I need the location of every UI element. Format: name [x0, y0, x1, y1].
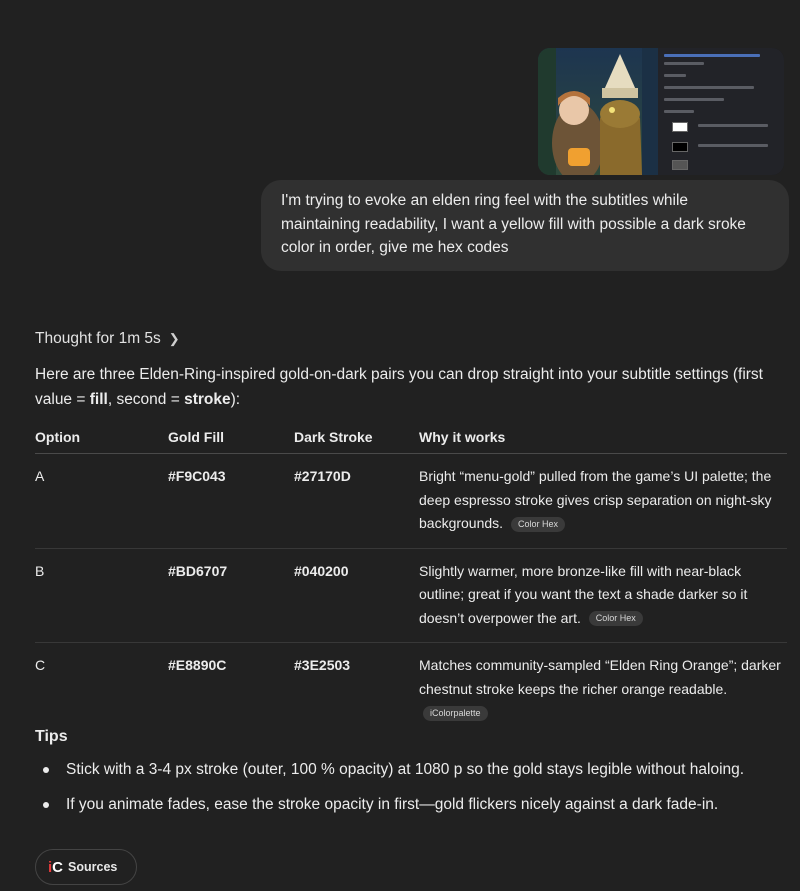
anime-art-thumbnail	[538, 48, 658, 175]
intro-text-2: , second =	[107, 391, 185, 408]
bullet-icon	[43, 802, 49, 808]
tip-text: If you animate fades, ease the stroke opacity in first—gold flickers nicely against a dark fade-in.	[66, 796, 719, 813]
table-header-row	[35, 424, 787, 454]
intro-paragraph	[35, 362, 785, 412]
intro-stroke-word: stroke	[184, 391, 231, 408]
header-gold-fill: Gold Fill	[168, 424, 294, 454]
attached-image[interactable]	[538, 48, 784, 175]
tips-list	[35, 758, 795, 828]
row-why	[419, 548, 787, 643]
editor-panel-thumbnail	[658, 48, 784, 175]
table-row	[35, 643, 787, 737]
icolorpalette-icon: i C	[48, 858, 63, 876]
table-row	[35, 454, 787, 549]
tips-heading: Tips	[35, 728, 68, 745]
bullet-icon	[43, 767, 49, 773]
row-why-text: Matches community-sampled “Elden Ring Orange”; darker chestnut stroke keeps the richer orange readable.	[419, 657, 781, 697]
row-why	[419, 454, 787, 549]
sources-button[interactable]	[35, 849, 137, 885]
row-option: C	[35, 657, 46, 673]
thought-toggle[interactable]	[35, 330, 180, 348]
row-why-text: Slightly warmer, more bronze-like fill with near-black outline; great if you want the text a shade darker so it doesn’t overpower the art.	[419, 562, 748, 626]
sources-label: Sources	[68, 860, 118, 874]
row-fill-hex: #E8890C	[168, 657, 227, 673]
list-item	[35, 758, 795, 781]
row-option: B	[35, 548, 168, 643]
header-dark-stroke: Dark Stroke	[294, 424, 419, 454]
intro-text-3: ):	[230, 391, 241, 408]
icon-letter-i: i	[48, 858, 52, 876]
list-item	[35, 793, 795, 816]
row-option: A	[35, 454, 168, 549]
header-option: Option	[35, 424, 168, 454]
chevron-right-icon: ❯	[168, 331, 180, 346]
row-stroke-hex: #040200	[294, 548, 419, 643]
row-stroke-hex: #27170D	[294, 454, 419, 549]
user-message-bubble: I'm trying to evoke an elden ring feel with the subtitles while maintaining readability, I want a yellow fill with possible a dark sroke color in order, give me hex codes	[261, 180, 789, 271]
row-stroke-hex: #3E2503	[294, 657, 351, 673]
intro-fill-word: fill	[89, 391, 108, 408]
header-why: Why it works	[419, 424, 787, 454]
color-table	[35, 424, 787, 737]
tip-text: Stick with a 3-4 px stroke (outer, 100 % opacity) at 1080 p so the gold stays legible without haloing.	[66, 761, 745, 778]
source-chip[interactable]: Color Hex	[589, 611, 643, 626]
source-chip[interactable]: Color Hex	[511, 517, 565, 532]
row-fill-hex: #BD6707	[168, 548, 294, 643]
row-why-text: Bright “menu-gold” pulled from the game’s UI palette; the deep espresso stroke gives crisp separation on night-sky backgrounds.	[419, 468, 772, 531]
row-fill-hex: #F9C043	[168, 454, 294, 549]
intro-text-1: Here are three Elden-Ring-inspired gold-on-dark pairs you can drop straight into your subtitle settings (first value =	[35, 366, 763, 408]
table-row	[35, 548, 787, 643]
row-why	[419, 643, 787, 737]
source-chip[interactable]: iColorpalette	[423, 706, 488, 721]
thought-label: Thought for 1m 5s	[35, 330, 161, 347]
